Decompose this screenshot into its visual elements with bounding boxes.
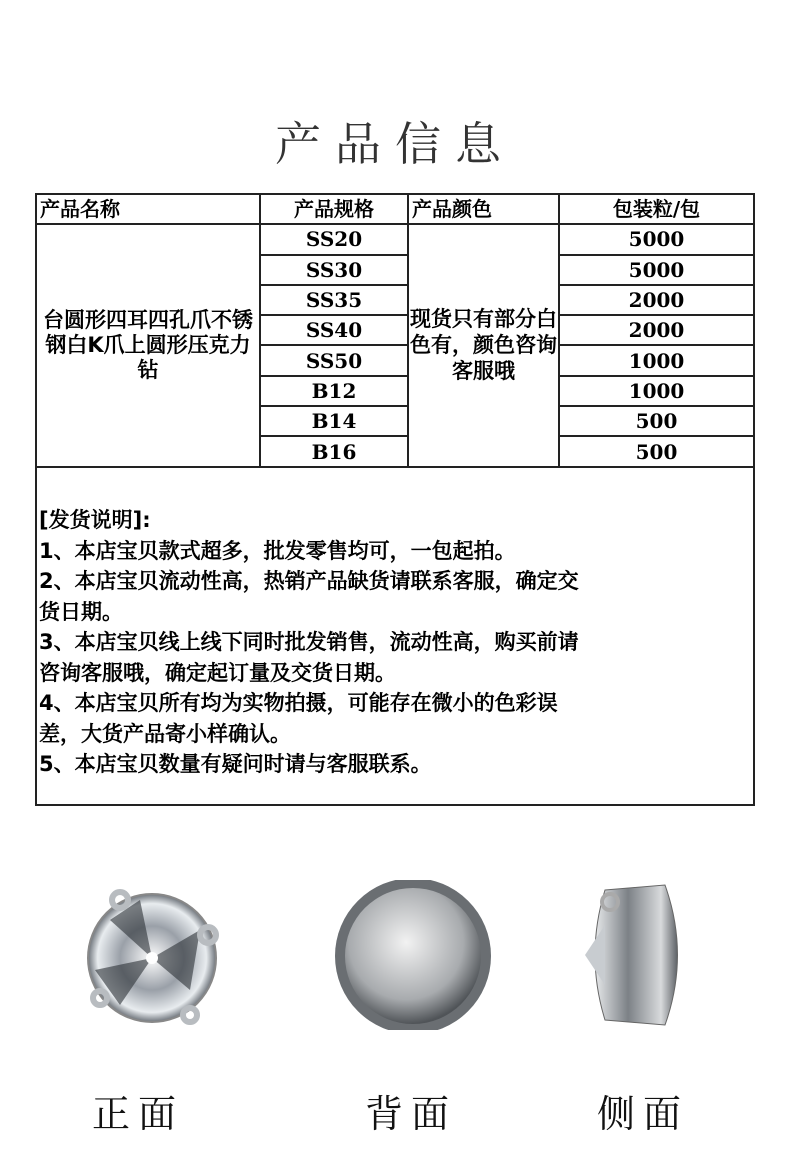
spec-cell: SS20 — [260, 224, 408, 254]
qty-cell: 500 — [559, 436, 754, 466]
table-header-row — [36, 194, 754, 224]
product-table — [35, 193, 755, 468]
shipping-notes — [39, 505, 751, 780]
header-name: 产品名称 — [36, 194, 260, 224]
note-line: 货日期。 — [39, 599, 123, 624]
back-view-image — [330, 880, 495, 1030]
color-note: 现货只有部分白色有，颜色咨询客服哦 — [408, 224, 559, 466]
spec-cell: SS30 — [260, 255, 408, 285]
qty-cell: 1000 — [559, 376, 754, 406]
spec-cell: B16 — [260, 436, 408, 466]
product-name: 台圆形四耳四孔爪不锈钢白K爪上圆形压克力钻 — [36, 224, 260, 466]
note-line: 差，大货产品寄小样确认。 — [39, 721, 291, 746]
qty-cell: 2000 — [559, 315, 754, 345]
note-line: 2、本店宝贝流动性高，热销产品缺货请联系客服，确定交 — [39, 569, 579, 593]
notes-heading: [发货说明]: — [39, 508, 151, 532]
header-qty: 包装粒/包 — [559, 194, 754, 224]
note-line: 3、本店宝贝线上线下同时批发销售，流动性高，购买前请 — [39, 630, 579, 654]
spec-cell: B14 — [260, 406, 408, 436]
header-color: 产品颜色 — [408, 194, 559, 224]
spec-cell: SS50 — [260, 345, 408, 375]
back-view-label: 背面 — [365, 1092, 458, 1136]
spec-cell: SS35 — [260, 285, 408, 315]
note-line: 5、本店宝贝数量有疑问时请与客服联系。 — [39, 752, 432, 776]
qty-cell: 5000 — [559, 224, 754, 254]
table-row — [36, 224, 754, 254]
front-view-image — [80, 880, 230, 1030]
qty-cell: 2000 — [559, 285, 754, 315]
qty-cell: 5000 — [559, 255, 754, 285]
spec-cell: SS40 — [260, 315, 408, 345]
page-title: 产品信息 — [275, 117, 515, 171]
side-view-label: 侧面 — [597, 1092, 690, 1136]
side-view-image — [580, 880, 700, 1030]
spec-cell: B12 — [260, 376, 408, 406]
header-spec: 产品规格 — [260, 194, 408, 224]
qty-cell: 1000 — [559, 345, 754, 375]
note-line: 咨询客服哦，确定起订量及交货日期。 — [39, 660, 396, 685]
note-line: 4、本店宝贝所有均为实物拍摄，可能存在微小的色彩误 — [39, 691, 558, 715]
qty-cell: 500 — [559, 406, 754, 436]
note-line: 1、本店宝贝款式超多，批发零售均可，一包起拍。 — [39, 538, 516, 563]
front-view-label: 正面 — [92, 1092, 185, 1136]
